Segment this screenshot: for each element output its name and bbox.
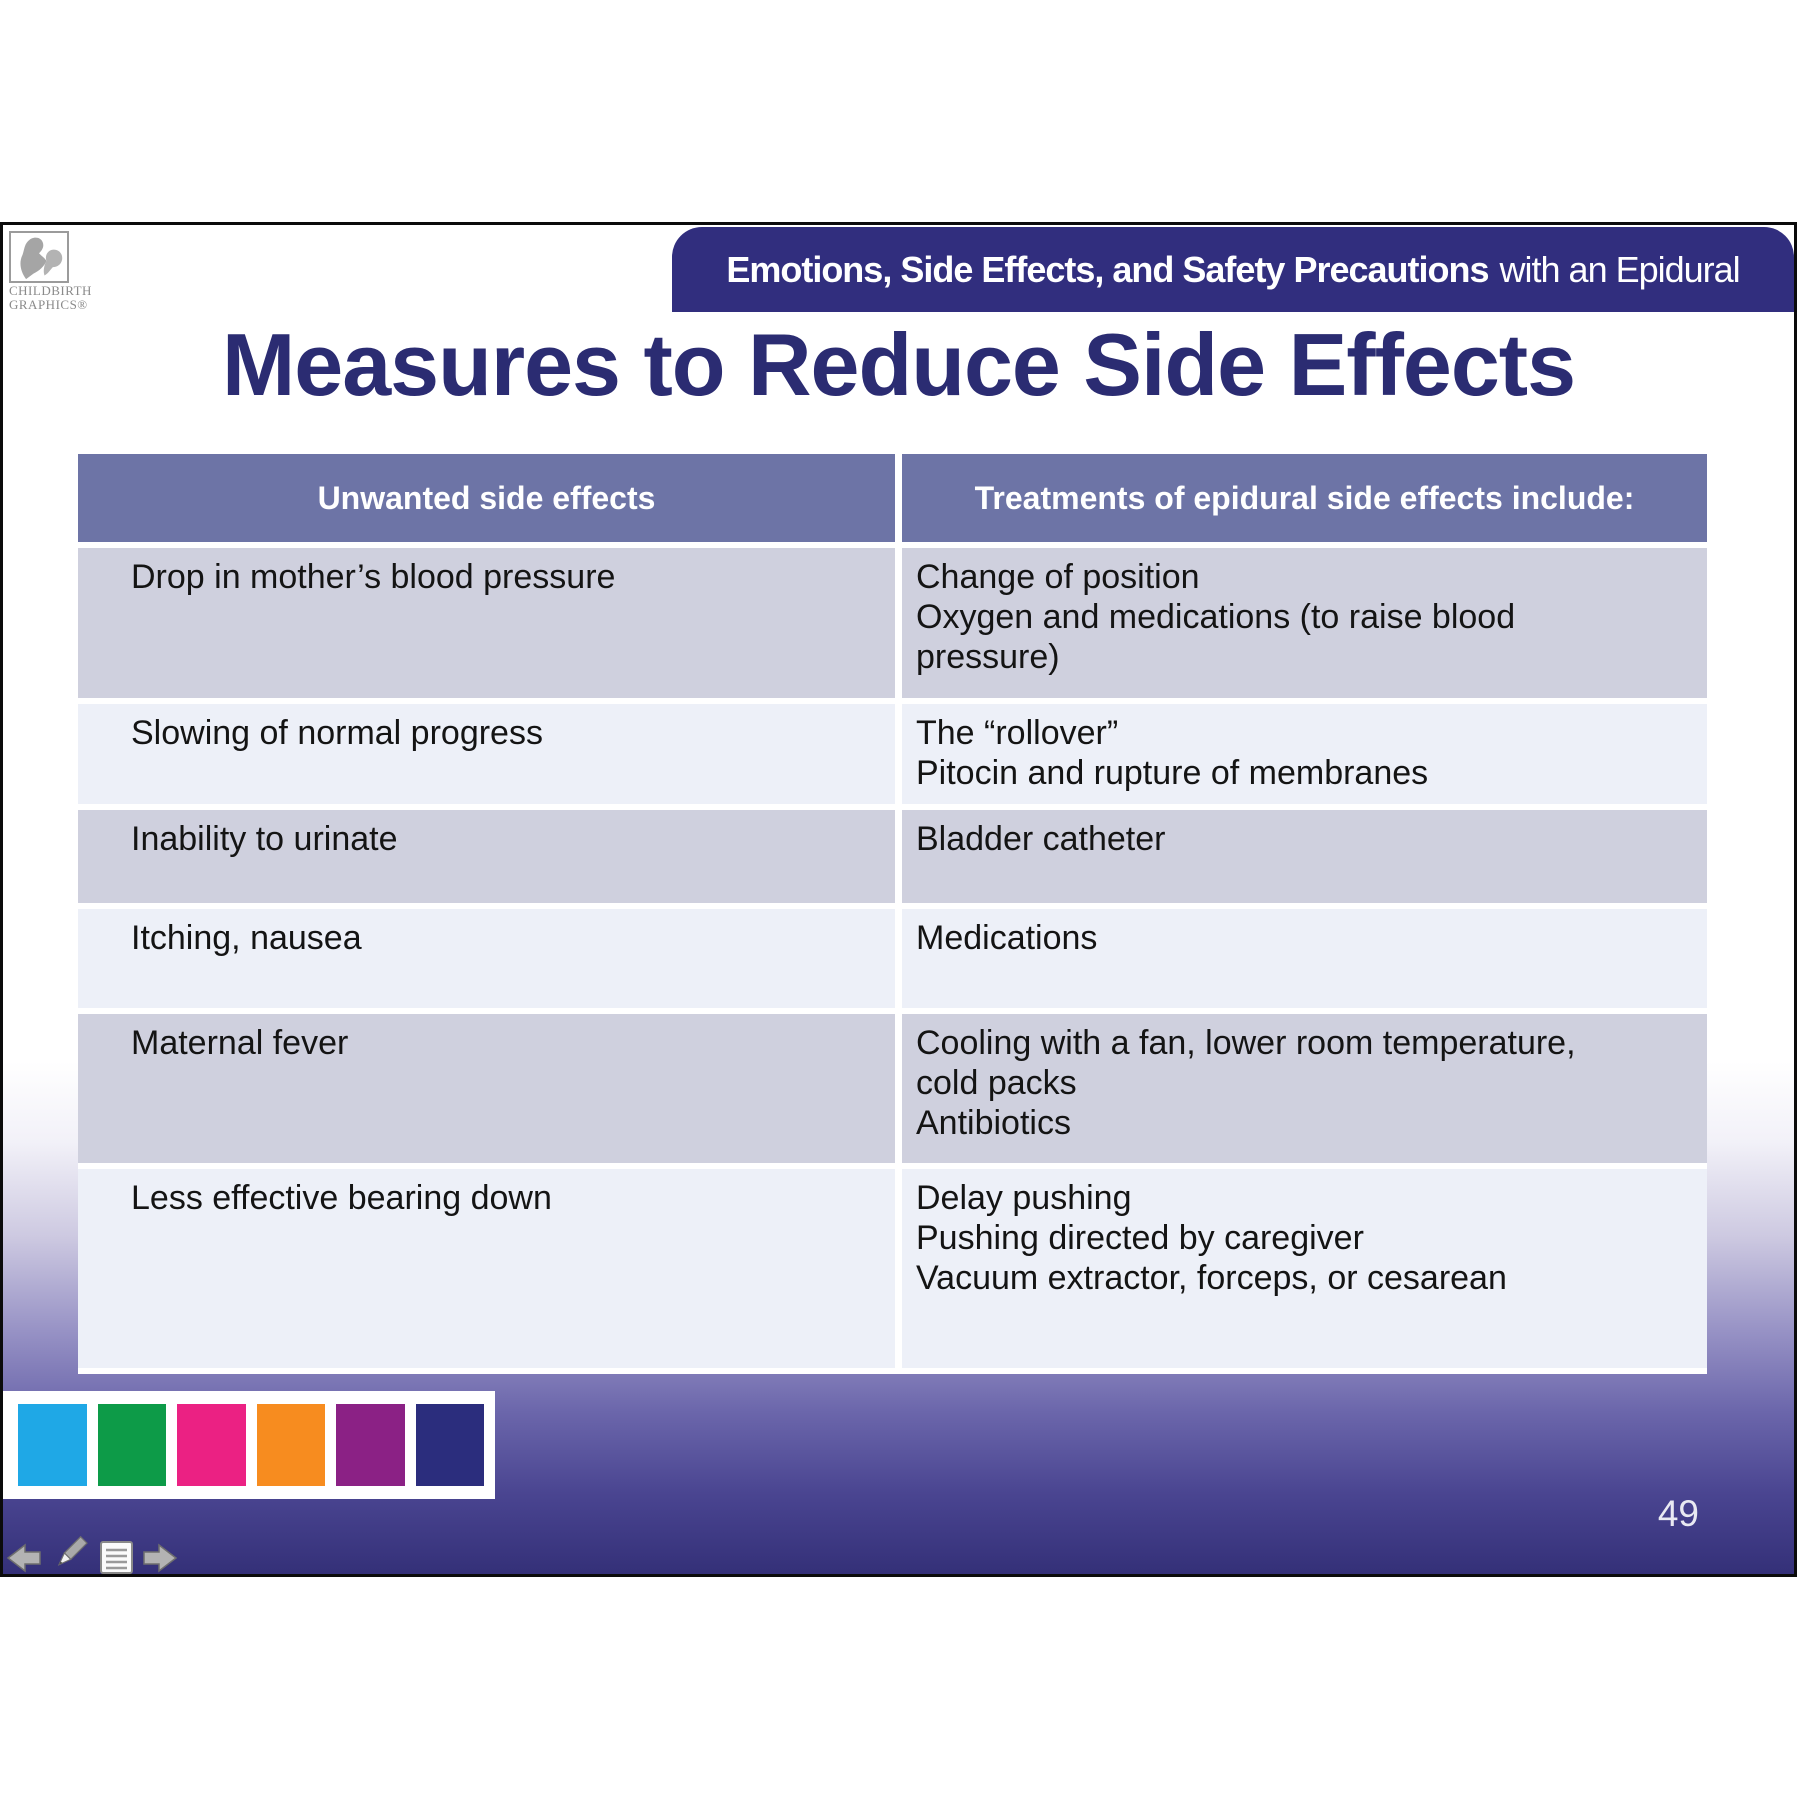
back-arrow-icon [5,1564,42,1579]
palette-swatch-green[interactable] [98,1404,167,1486]
palette-swatch-purple[interactable] [336,1404,405,1486]
logo-silhouette-icon [9,231,69,283]
notes-button[interactable] [98,1539,135,1576]
effect-cell-bearing-down: Less effective bearing down [78,1169,895,1368]
column-header-treatments: Treatments of epidural side effects include: [902,454,1707,542]
effect-cell-itching: Itching, nausea [78,909,895,1008]
treatment-line: Bladder catheter [916,820,1166,858]
treatment-cell-itching [902,909,1707,1008]
palette-swatch-pink[interactable] [177,1404,246,1486]
effect-cell-blood-pressure: Drop in mother’s blood pressure [78,548,895,698]
forward-button[interactable] [142,1541,179,1576]
effect-cell-urinate: Inability to urinate [78,810,895,903]
treatment-cell-bearing-down [902,1169,1707,1368]
childbirth-graphics-logo [9,231,119,311]
treatment-line: Change of position [916,558,1200,596]
treatment-line: Pushing directed by caregiver [916,1219,1364,1257]
logo-text-line1: CHILDBIRTH [9,283,92,298]
palette-swatch-navy[interactable] [416,1404,485,1486]
back-button[interactable] [5,1541,42,1576]
header-bar [672,227,1794,312]
slide [0,222,1797,1577]
treatment-cell-blood-pressure [902,548,1707,698]
header-bar-regular-text: with an Epidural [1499,248,1740,290]
palette-swatch-orange[interactable] [257,1404,326,1486]
header-bar-bold-text: Emotions, Side Effects, and Safety Precautions [726,248,1489,290]
effect-cell-fever: Maternal fever [78,1014,895,1163]
treatment-line: Pitocin and rupture of membranes [916,754,1429,792]
palette-swatch-cyan[interactable] [18,1404,87,1486]
side-effects-table [78,454,1707,1374]
column-header-unwanted: Unwanted side effects [78,454,895,542]
treatment-cell-urinate [902,810,1707,903]
notes-icon [98,1564,135,1579]
treatment-line: Delay pushing [916,1179,1132,1217]
logo-text-line2: GRAPHICS® [9,297,88,312]
treatment-line: Medications [916,919,1098,957]
treatment-cell-fever [902,1014,1707,1163]
treatment-line: Antibiotics [916,1104,1071,1142]
forward-arrow-icon [142,1564,179,1579]
color-palette [3,1391,495,1499]
nav-toolbar [5,1534,179,1576]
pen-icon [49,1564,91,1579]
treatment-line: The “rollover” [916,714,1119,752]
treatment-line: Vacuum extractor, forceps, or cesarean [916,1259,1507,1297]
treatment-line: Oxygen and medications (to raise blood pressure) [916,598,1516,676]
pen-button[interactable] [49,1534,91,1576]
treatment-line: Cooling with a fan, lower room temperature, cold packs [916,1024,1576,1102]
page-number: 49 [1657,1493,1699,1534]
slide-title: Measures to Reduce Side Effects [221,315,1576,414]
effect-cell-slowing: Slowing of normal progress [78,704,895,804]
treatment-cell-slowing [902,704,1707,804]
